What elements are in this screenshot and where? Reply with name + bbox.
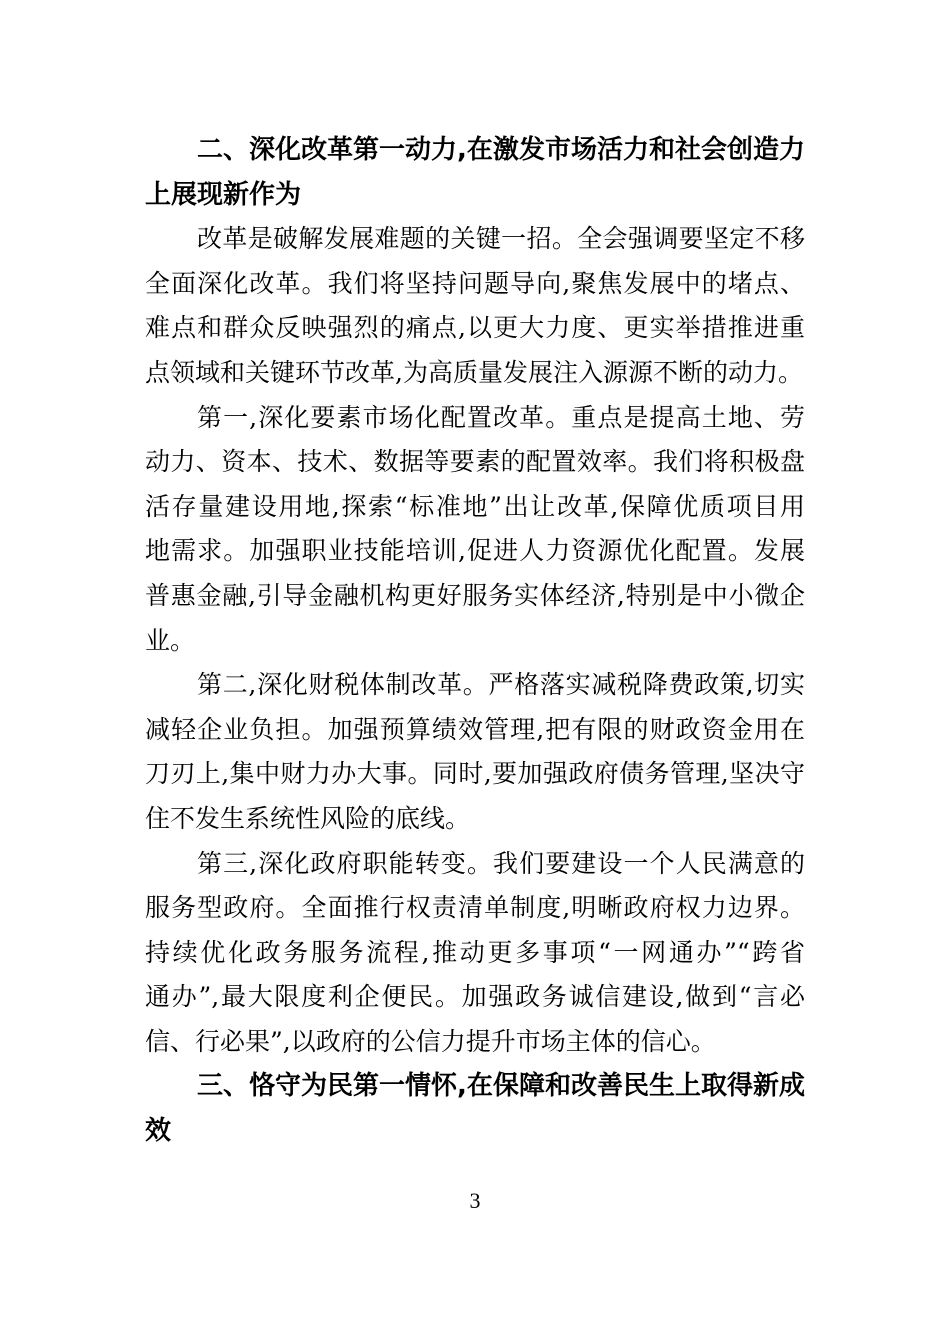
- section-heading: [145, 1064, 805, 1153]
- section-heading: [145, 128, 805, 217]
- text-line: 第二,深化财税体制改革。严格落实减税降费政策,切实: [197, 670, 805, 700]
- text-line: 点领域和关键环节改革,为高质量发展注入源源不断的动力。: [145, 357, 803, 387]
- text-line: 地需求。加强职业技能培训,促进人力资源优化配置。发展: [145, 536, 805, 566]
- text-line: 服务型政府。全面推行权责清单制度,明晰政府权力边界。: [145, 893, 805, 923]
- text-line: 改革是破解发展难题的关键一招。全会强调要坚定不移: [197, 224, 805, 254]
- text-line: 上展现新作为: [145, 179, 302, 210]
- page-number: 3: [469, 1188, 481, 1213]
- text-line: 难点和群众反映强烈的痛点,以更大力度、更实举措推进重: [145, 313, 805, 343]
- text-line: 通办”,最大限度利企便民。加强政务诚信建设,做到“言必: [145, 982, 805, 1012]
- body-paragraph: [145, 663, 805, 841]
- text-line: 信、行必果”,以政府的公信力提升市场主体的信心。: [145, 1026, 716, 1056]
- text-line: 全面深化改革。我们将坚持问题导向,聚焦发展中的堵点、: [145, 268, 805, 298]
- body-paragraph: [145, 842, 805, 1065]
- body-paragraph: [145, 217, 805, 395]
- text-line: 普惠金融,引导金融机构更好服务实体经济,特别是中小微企: [145, 580, 805, 610]
- body-paragraph: [145, 396, 805, 664]
- text-line: 动力、资本、技术、数据等要素的配置效率。我们将积极盘: [145, 447, 805, 477]
- text-line: 刀刃上,集中财力办大事。同时,要加强政府债务管理,坚决守: [145, 759, 805, 789]
- text-line: 住不发生系统性风险的底线。: [145, 803, 471, 833]
- text-line: 二、深化改革第一动力,在激发市场活力和社会创造力: [197, 135, 805, 165]
- text-line: 业。: [145, 625, 196, 655]
- text-line: 三、恪守为民第一情怀,在保障和改善民生上取得新成: [197, 1071, 805, 1102]
- text-line: 第三,深化政府职能转变。我们要建设一个人民满意的: [197, 848, 805, 878]
- text-line: 效: [145, 1116, 172, 1147]
- text-line: 减轻企业负担。加强预算绩效管理,把有限的财政资金用在: [145, 714, 805, 744]
- text-line: 活存量建设用地,探索“标准地”出让改革,保障优质项目用: [145, 491, 805, 521]
- document-body: [145, 128, 805, 1154]
- text-line: 第一,深化要素市场化配置改革。重点是提高土地、劳: [197, 402, 805, 432]
- text-line: 持续优化政务服务流程,推动更多事项“一网通办”“跨省: [145, 937, 805, 967]
